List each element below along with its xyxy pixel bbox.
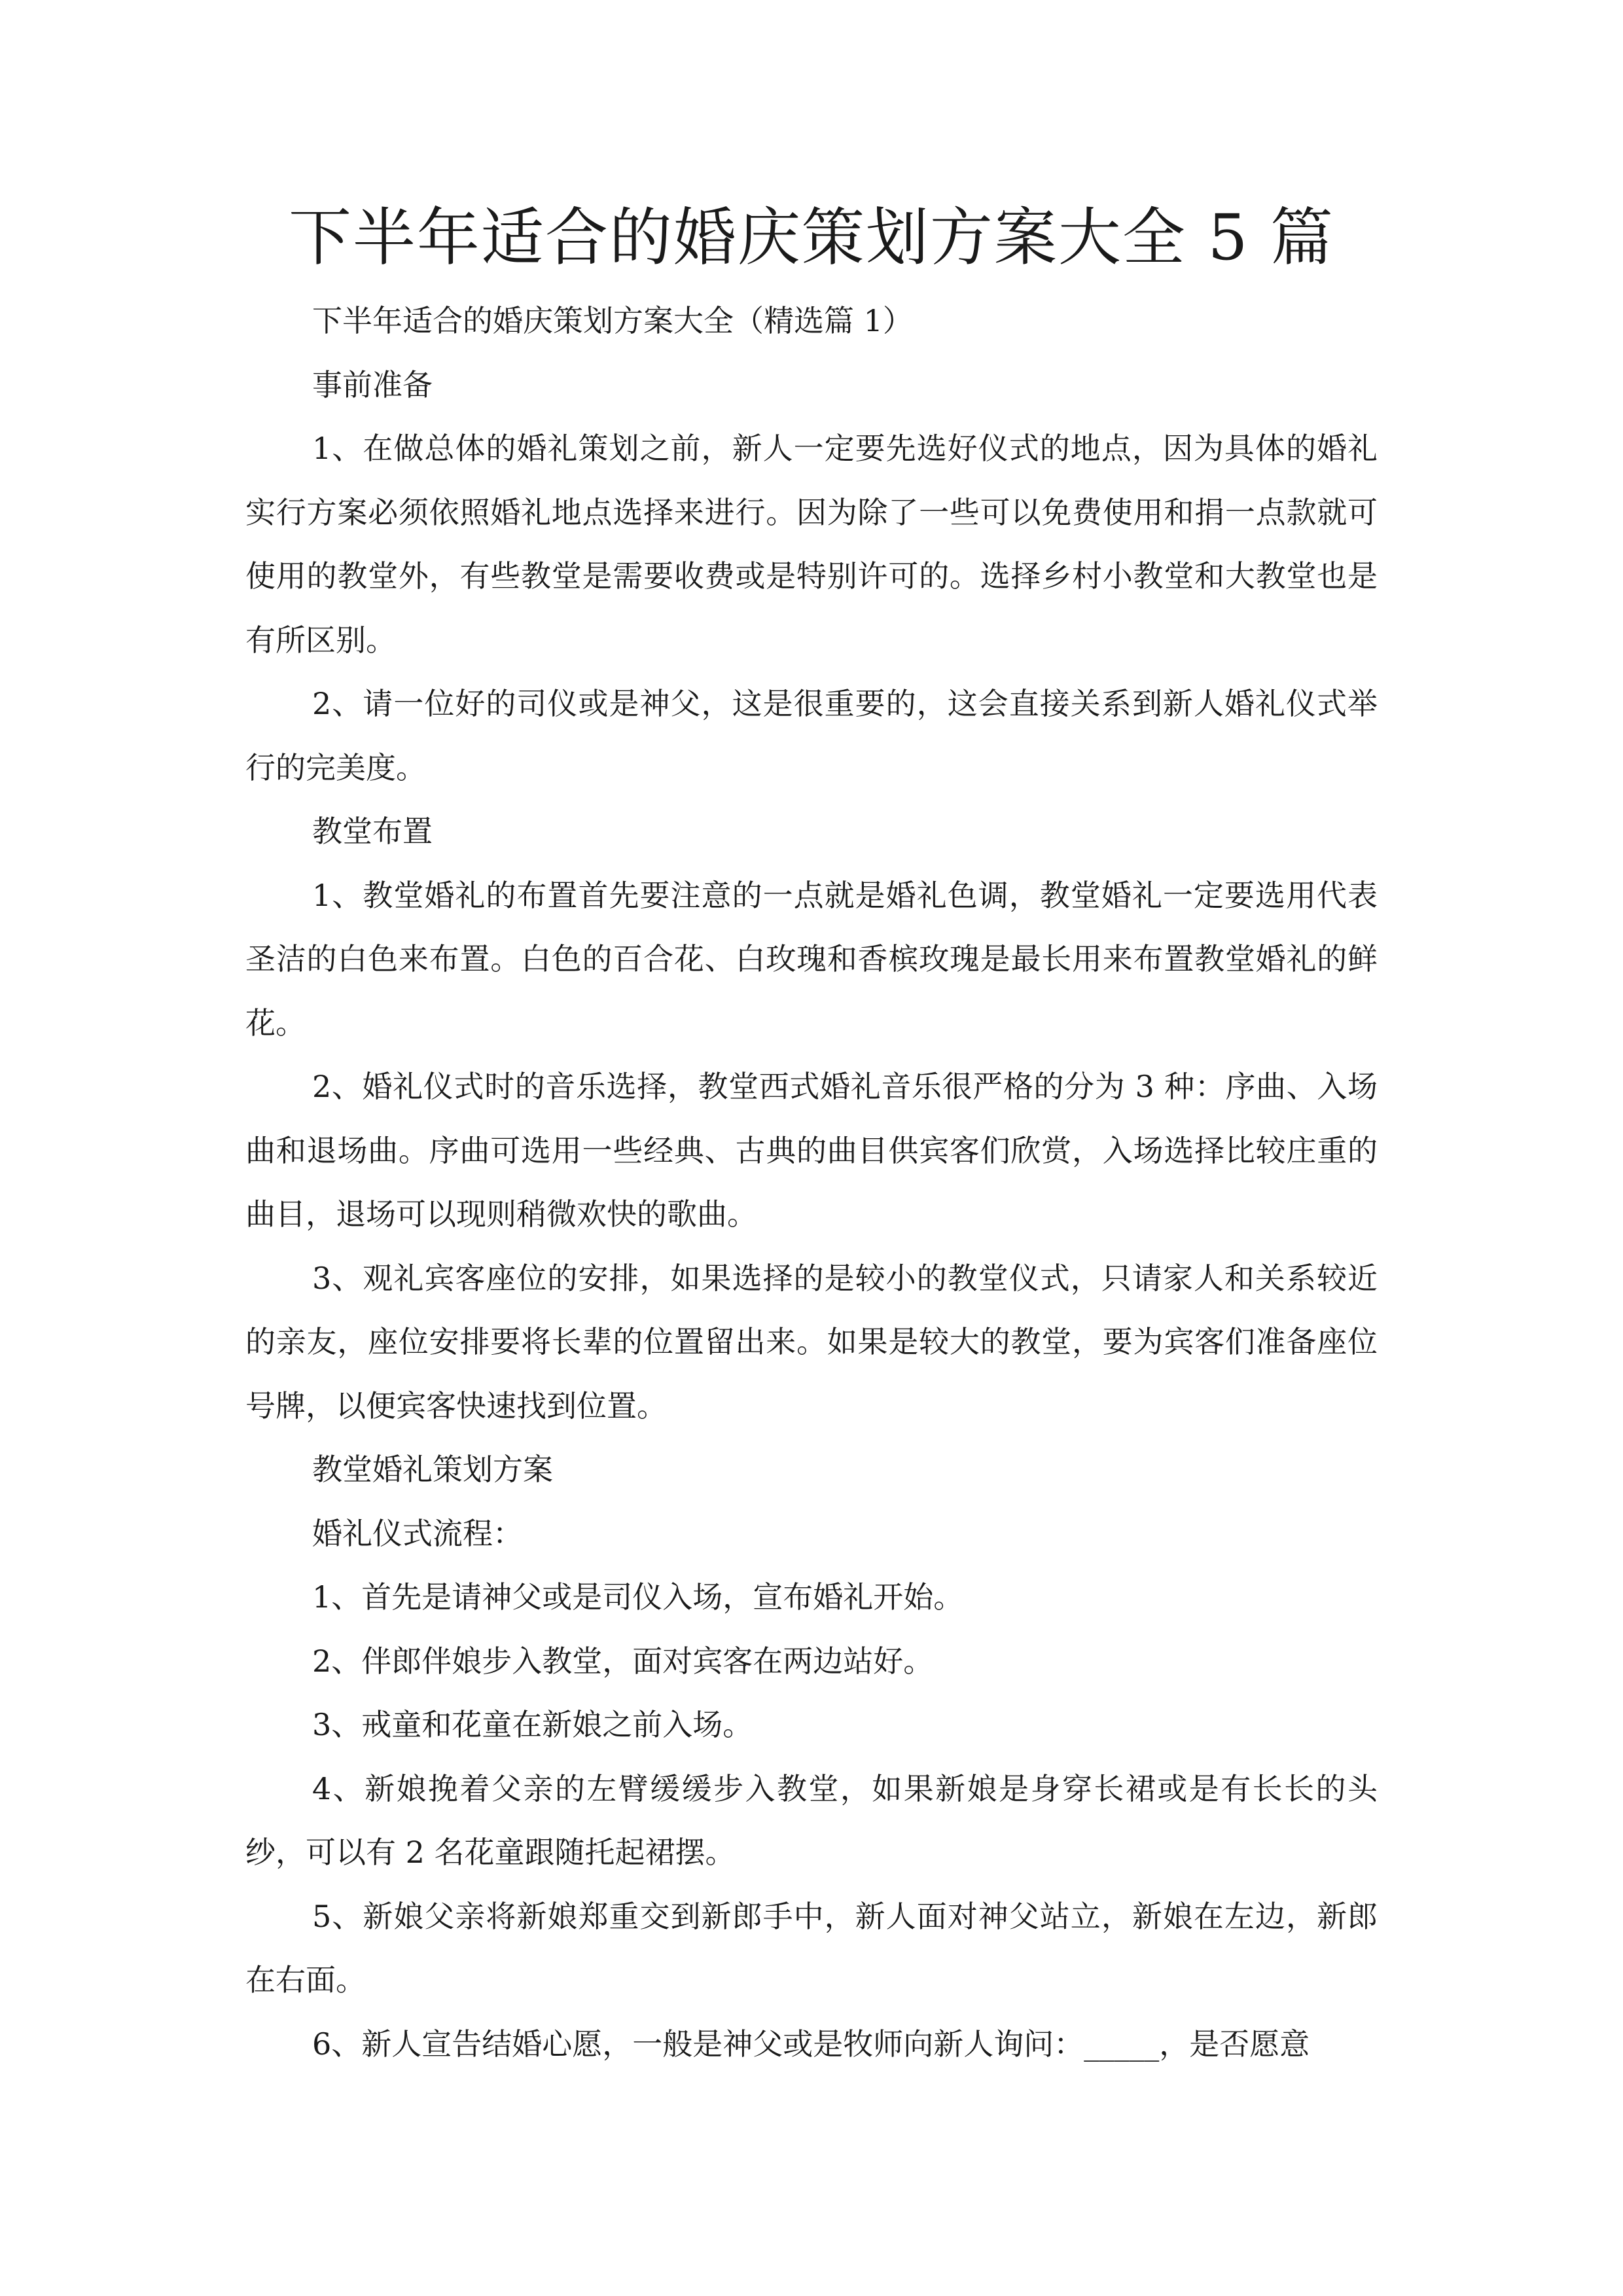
document-title: 下半年适合的婚庆策划方案大全 5 篇 — [288, 201, 1335, 274]
list-item: 1、首先是请神父或是司仪入场，宣布婚礼开始。 — [312, 1579, 964, 1615]
list-item: 5、新娘父亲将新娘郑重交到新郎手中，新人面对神父站立，新娘在左边，新郎在右面。 — [245, 1898, 1378, 1998]
subsection-heading: 教堂布置 — [312, 814, 433, 849]
subsection-heading: 事前准备 — [312, 367, 433, 403]
subsection-heading: 婚礼仪式流程： — [312, 1515, 523, 1551]
list-item: 4、新娘挽着父亲的左臂缓缓步入教堂，如果新娘是身穿长裙或是有长长的头纱，可以有 2 名花童跟随托起裙摆。 — [245, 1770, 1378, 1870]
subsection-heading: 教堂婚礼策划方案 — [312, 1452, 553, 1487]
paragraph: 1、在做总体的婚礼策划之前，新人一定要先选好仪式的地点，因为具体的婚礼实行方案必须依照婚礼地点选择来进行。因为除了一些可以免费使用和捐一点款就可使用的教堂外，有些教堂是需要收费或是特别许可的。选择乡村小教堂和大教堂也是有所区别。 — [245, 431, 1378, 658]
paragraph: 2、婚礼仪式时的音乐选择，教堂西式婚礼音乐很严格的分为 3 种：序曲、入场曲和退场曲。序曲可选用一些经典、古典的曲目供宾客们欣赏，入场选择比较庄重的曲目，退场可以现则稍微欢快的歌曲。 — [245, 1069, 1378, 1232]
list-item: 2、伴郎伴娘步入教堂，面对宾客在两边站好。 — [312, 1643, 934, 1679]
paragraph: 3、观礼宾客座位的安排，如果选择的是较小的教堂仪式，只请家人和关系较近的亲友，座位安排要将长辈的位置留出来。如果是较大的教堂，要为宾客们准备座位号牌，以便宾客快速找到位置。 — [245, 1260, 1378, 1424]
list-item: 6、新人宣告结婚心愿，一般是神父或是牧师向新人询问：_____，是否愿意 — [312, 2026, 1310, 2062]
document-body — [245, 289, 1378, 2076]
paragraph: 1、教堂婚礼的布置首先要注意的一点就是婚礼色调，教堂婚礼一定要选用代表圣洁的白色来布置。白色的百合花、白玫瑰和香槟玫瑰是最长用来布置教堂婚礼的鲜花。 — [245, 877, 1378, 1041]
list-item: 3、戒童和花童在新娘之前入场。 — [312, 1707, 753, 1742]
paragraph: 2、请一位好的司仪或是神父，这是很重要的，这会直接关系到新人婚礼仪式举行的完美度。 — [245, 686, 1378, 785]
section-heading: 下半年适合的婚庆策划方案大全（精选篇 1） — [312, 303, 913, 338]
